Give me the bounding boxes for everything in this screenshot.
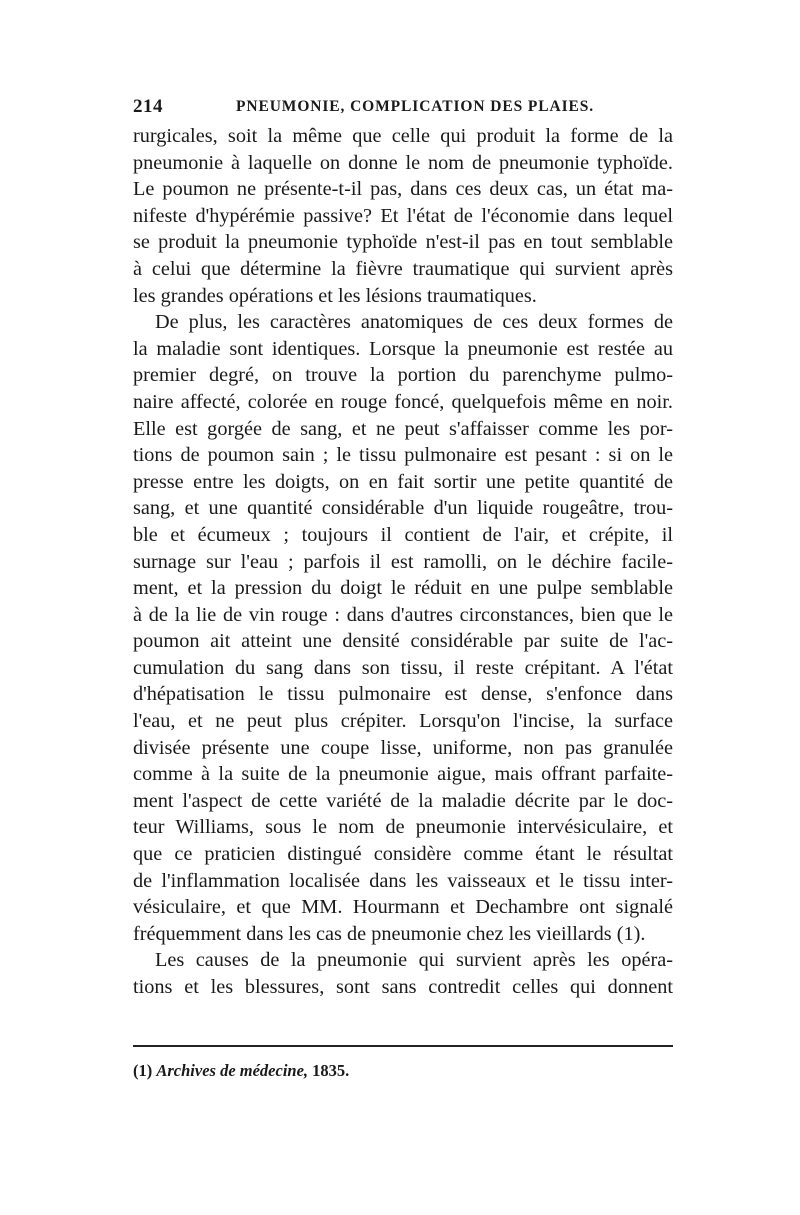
text-line: la maladie sont identiques. Lorsque la pneumonie est restée au — [133, 337, 673, 360]
paragraph-start: Les causes de la pneumonie qui survient après les opéra- — [155, 949, 673, 972]
paragraph-start: De plus, les caractères anatomiques de ces deux formes de — [155, 311, 673, 334]
text-line: ment l'aspect de cette variété de la maladie décrite par le doc- — [133, 789, 673, 812]
text-line: divisée présente une coupe lisse, uniforme, non pas granulée — [133, 736, 673, 759]
text-line: pneumonie à laquelle on donne le nom de pneumonie typhoïde. — [133, 151, 673, 174]
text-line: comme à la suite de la pneumonie aigue, mais offrant parfaite- — [133, 763, 673, 786]
running-title: PNEUMONIE, COMPLICATION DES PLAIES. — [236, 98, 595, 115]
text-line: naire affecté, colorée en rouge foncé, quelquefois même en noir. — [133, 390, 673, 413]
text-line: fréquemment dans les cas de pneumonie chez les vieillards (1). — [133, 922, 646, 945]
text-line: tions de poumon sain ; le tissu pulmonaire est pesant : si on le — [133, 444, 673, 467]
text-line — [133, 309, 673, 336]
text-line: sang, et une quantité considérable d'un liquide rougeâtre, trou- — [133, 497, 673, 520]
running-head — [133, 96, 673, 126]
text-line: à de la lie de vin rouge : dans d'autres circonstances, bien que le — [133, 603, 673, 626]
text-line: les grandes opérations et les lésions traumatiques. — [133, 284, 537, 307]
footnote-year: 1835. — [312, 1061, 350, 1080]
text-line: ble et écumeux ; toujours il contient de l'air, et crépite, il — [133, 523, 673, 546]
text-line: se produit la pneumonie typhoïde n'est-il pas en tout semblable — [133, 231, 673, 254]
text-line: nifeste d'hypérémie passive? Et l'état de l'économie dans lequel — [133, 204, 673, 227]
footnote — [133, 1061, 673, 1081]
footnote-source: Archives de médecine, — [156, 1061, 309, 1080]
text-line: poumon ait atteint une densité considérable par suite de l'ac- — [133, 630, 673, 653]
text-line: Le poumon ne présente-t-il pas, dans ces deux cas, un état ma- — [133, 178, 673, 201]
text-line: teur Williams, sous le nom de pneumonie intervésiculaire, et — [133, 816, 673, 839]
text-line: l'eau, et ne peut plus crépiter. Lorsqu'on l'incise, la surface — [133, 710, 673, 733]
text-line — [133, 947, 673, 974]
text-line: vésiculaire, et que MM. Hourmann et Dechambre ont signalé — [133, 896, 673, 919]
text-line: cumulation du sang dans son tissu, il reste crépitant. A l'état — [133, 656, 673, 679]
text-line: ment, et la pression du doigt le réduit en une pulpe semblable — [133, 577, 673, 600]
footnote-rule — [133, 1045, 673, 1047]
text-line: presse entre les doigts, on en fait sortir une petite quantité de — [133, 470, 673, 493]
text-line: que ce praticien distingué considère comme étant le résultat — [133, 843, 673, 866]
footnote-mark: (1) — [133, 1061, 153, 1080]
text-line: Elle est gorgée de sang, et ne peut s'affaisser comme les por- — [133, 417, 673, 440]
text-line: premier degré, on trouve la portion du parenchyme pulmo- — [133, 364, 673, 387]
text-line: d'hépatisation le tissu pulmonaire est dense, s'enfonce dans — [133, 683, 673, 706]
text-line: à celui que détermine la fièvre traumatique qui survient après — [133, 257, 673, 280]
page-number: 214 — [133, 96, 163, 117]
text-line: rurgicales, soit la même que celle qui produit la forme de la — [133, 125, 673, 147]
body-text — [133, 123, 673, 1001]
text-line: surnage sur l'eau ; parfois il est ramolli, on le déchire facile- — [133, 550, 673, 573]
text-line: tions et les blessures, sont sans contredit celles qui donnent — [133, 976, 673, 998]
text-line: de l'inflammation localisée dans les vaisseaux et le tissu inter- — [133, 869, 673, 892]
